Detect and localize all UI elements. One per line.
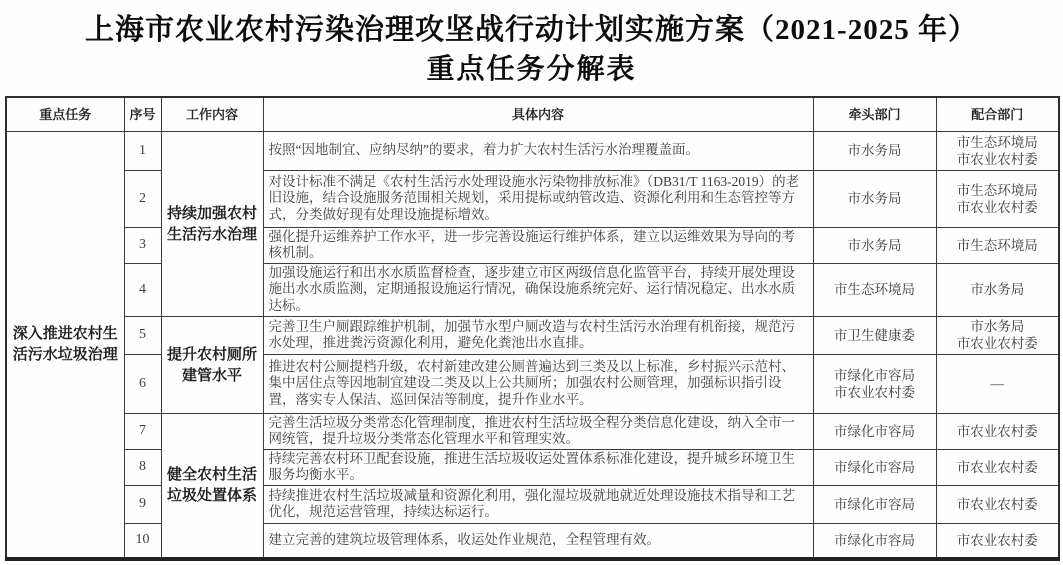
work-group-cell-toilet: 提升农村厕所建管水平	[161, 316, 263, 413]
lead-dept: 市生态环境局	[813, 263, 936, 316]
col-header-support-dept: 配合部门	[936, 97, 1059, 131]
detail-content: 推进农村公厕提档升级，农村新建改建公厕普遍达到三类及以上标准，乡村振兴示范村、集中居住点等因地制宜建设二类及以上公共厕所；加强农村公厕管理，加强标识指引设置，落实专人保洁、巡回保洁等制度，提升作业水平。	[263, 354, 813, 413]
row-number: 5	[124, 316, 161, 354]
lead-dept: 市绿化市容局 市农业农村委	[813, 354, 936, 413]
support-dept: 市水务局	[936, 263, 1059, 316]
table-row	[6, 413, 1059, 449]
row-number: 1	[124, 131, 161, 170]
table-header-row	[6, 97, 1059, 131]
support-dept: 市生态环境局	[936, 227, 1059, 263]
table-row	[6, 131, 1059, 170]
detail-content: 持续完善农村环卫配套设施，推进生活垃圾收运处置体系标准化建设，提升城乡环境卫生服务均衡水平。	[263, 449, 813, 485]
row-number: 6	[124, 354, 161, 413]
col-header-work-content: 工作内容	[161, 97, 263, 131]
row-number: 8	[124, 449, 161, 485]
key-task-table	[5, 96, 1060, 561]
lead-dept: 市水务局	[813, 227, 936, 263]
col-header-no: 序号	[124, 97, 161, 131]
col-header-detail: 具体内容	[263, 97, 813, 131]
detail-content: 加强设施运行和出水水质监督检查，逐步建立市区两级信息化监管平台，持续开展处理设施出水水质监测，定期通报设施运行情况，确保设施系统完好、运行情况稳定、出水水质达标。	[263, 263, 813, 316]
support-dept: —	[936, 354, 1059, 413]
detail-content: 完善生活垃圾分类常态化管理制度，推进农村生活垃圾全程分类信息化建设，纳入全市一网统管，提升垃圾分类常态化管理水平和管理实效。	[263, 413, 813, 449]
lead-dept: 市卫生健康委	[813, 316, 936, 354]
row-number: 10	[124, 523, 161, 559]
lead-dept: 市绿化市容局	[813, 523, 936, 559]
support-dept: 市水务局 市农业农村委	[936, 316, 1059, 354]
support-dept: 市农业农村委	[936, 523, 1059, 559]
support-dept: 市农业农村委	[936, 413, 1059, 449]
detail-content: 建立完善的建筑垃圾管理体系，收运处作业规范，全程管理有效。	[263, 523, 813, 559]
col-header-key-task: 重点任务	[6, 97, 124, 131]
title-line-2: 重点任务分解表	[426, 54, 637, 85]
support-dept: 市农业农村委	[936, 449, 1059, 485]
detail-content: 持续推进农村生活垃圾减量和资源化利用，强化湿垃圾就地就近处理设施技术指导和工艺优化，规范运营管理，持续达标运行。	[263, 485, 813, 523]
row-number: 7	[124, 413, 161, 449]
document-title	[0, 0, 1063, 87]
row-number: 3	[124, 227, 161, 263]
work-group-cell-sewage: 持续加强农村生活污水治理	[161, 131, 263, 316]
row-number: 2	[124, 170, 161, 227]
lead-dept: 市水务局	[813, 131, 936, 170]
lead-dept: 市水务局	[813, 170, 936, 227]
support-dept: 市农业农村委	[936, 485, 1059, 523]
col-header-lead-dept: 牵头部门	[813, 97, 936, 131]
row-number: 9	[124, 485, 161, 523]
lead-dept: 市绿化市容局	[813, 485, 936, 523]
work-group-cell-garbage: 健全农村生活垃圾处置体系	[161, 413, 263, 559]
table-row	[6, 316, 1059, 354]
lead-dept: 市绿化市容局	[813, 449, 936, 485]
detail-content: 对设计标准不满足《农村生活污水处理设施水污染物排放标准》（DB31/T 1163-2019）的老旧设施，结合设施服务范围相关规划，采用提标或纳管改造、资源化利用和生态管控等方式，分类做好现有处理设施提标增效。	[263, 170, 813, 227]
support-dept: 市生态环境局 市农业农村委	[936, 170, 1059, 227]
detail-content: 按照“因地制宜、应纳尽纳”的要求，着力扩大农村生活污水治理覆盖面。	[263, 131, 813, 170]
detail-content: 强化提升运维养护工作水平，进一步完善设施运行维护体系，建立以运维效果为导向的考核机制。	[263, 227, 813, 263]
key-task-cell: 深入推进农村生活污水垃圾治理	[6, 131, 124, 559]
row-number: 4	[124, 263, 161, 316]
support-dept: 市生态环境局 市农业农村委	[936, 131, 1059, 170]
title-line-1: 上海市农业农村污染治理攻坚战行动计划实施方案（2021-2025 年）	[85, 14, 978, 46]
lead-dept: 市绿化市容局	[813, 413, 936, 449]
detail-content: 完善卫生户厕跟踪维护机制，加强节水型户厕改造与农村生活污水治理有机衔接，规范污水处理，推进粪污资源化利用，避免化粪池出水直排。	[263, 316, 813, 354]
